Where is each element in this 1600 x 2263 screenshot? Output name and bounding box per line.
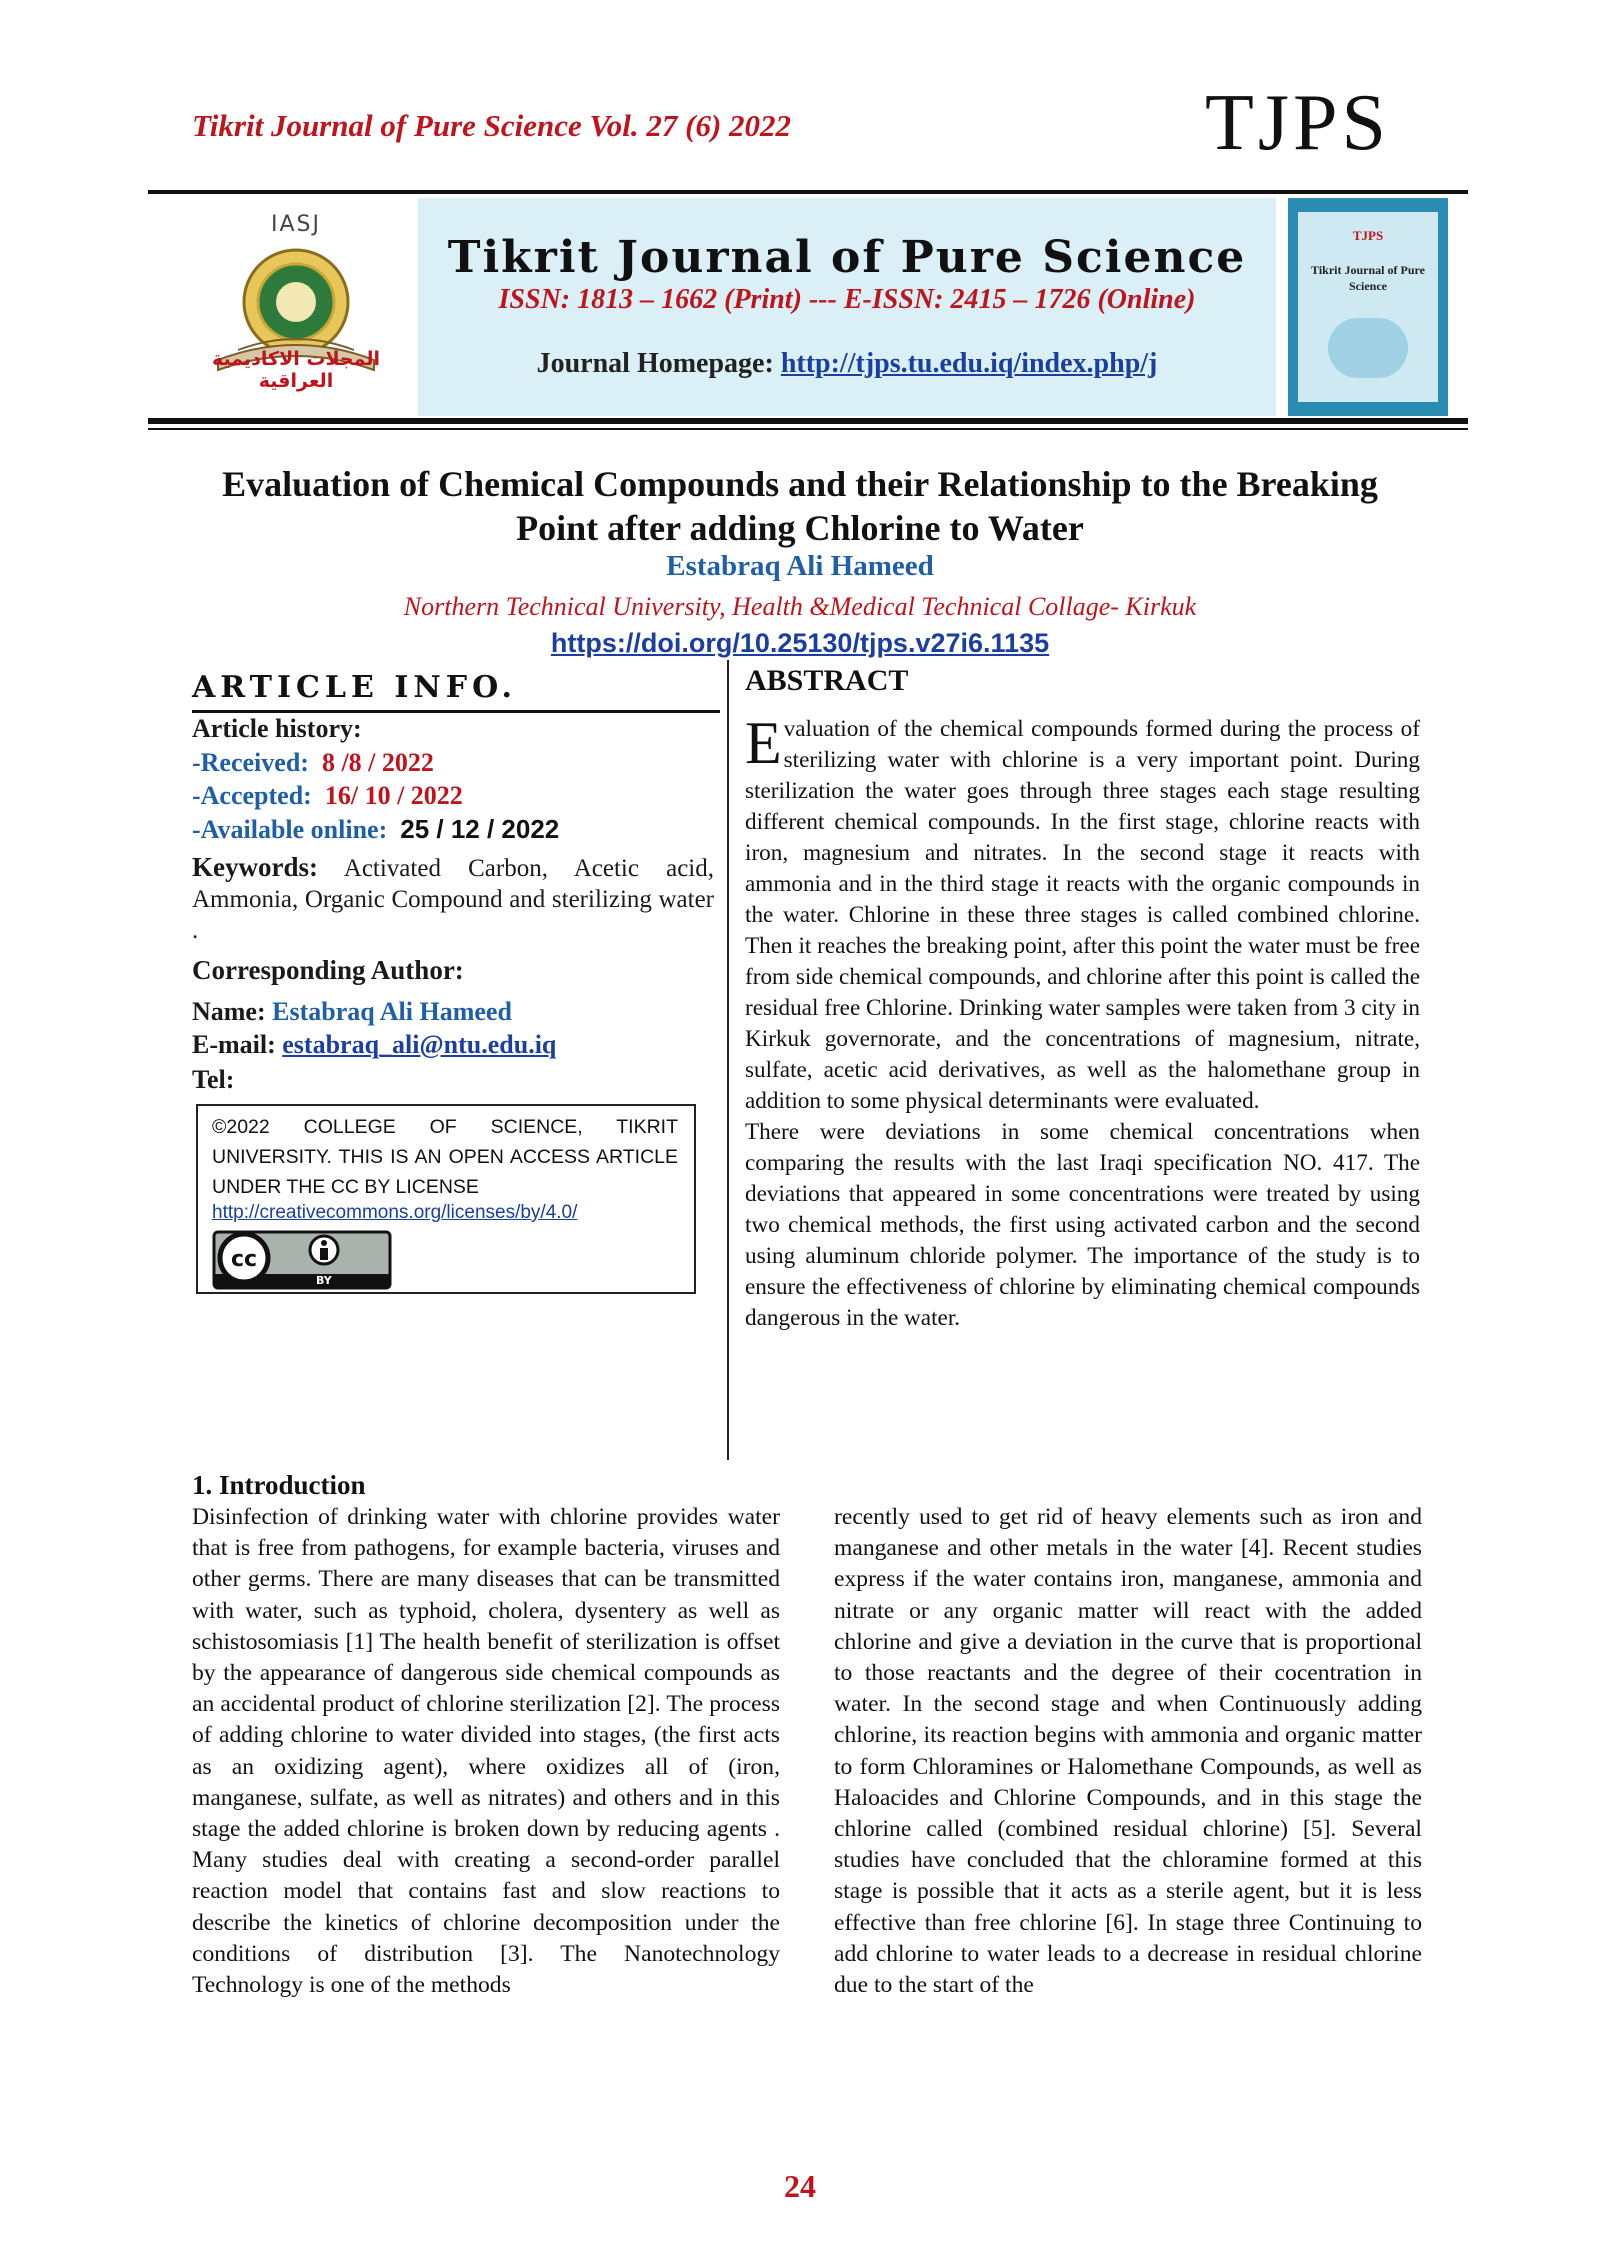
license-text: ©2022 COLLEGE OF SCIENCE, TIKRIT UNIVERSITY. THIS IS AN OPEN ACCESS ARTICLE UNDER THE CC BY LICENSE (212, 1116, 678, 1198)
journal-cover-thumbnail (1288, 198, 1448, 416)
running-title: Tikrit Journal of Pure Science Vol. 27 (6) 2022 (192, 108, 792, 143)
article-history-label: Article history: (192, 714, 362, 743)
email-link[interactable]: estabraq_ali@ntu.edu.iq (282, 1030, 557, 1059)
accepted-date: -Accepted: 16/ 10 / 2022 (192, 781, 463, 810)
keywords: Keywords: Activated Carbon, Acetic acid, Ammonia, Organic Compound and sterilizing water . (192, 852, 714, 944)
iasj-label: IASJ (271, 212, 321, 237)
journal-title: Tikrit Journal of Pure Science (447, 232, 1247, 283)
header-rule-bottom (148, 418, 1468, 424)
cover-label: TJPS (1352, 228, 1384, 243)
iasj-arabic-label: المجلات الاكاديمية العراقية (212, 348, 380, 392)
paper-title (180, 462, 1420, 550)
issn-line: ISSN: 1813 – 1662 (Print) --- E-ISSN: 2415 – 1726 (Online) (498, 284, 1196, 315)
introduction-right-column: recently used to get rid of heavy elements such as iron and manganese and other metals in the water [4]. Recent studies express if the water contains iron, manganese, ammonia and nitrate or any organic matter will react with the added chlorine and give a deviation in the curve that is proportional to those reactants and the degree of their cocentration in water. In the second stage and when Continuously adding chlorine, its reaction begins with ammonia and organic matter to form Chloramines or Halomethane Compounds, as well as Haloacides and Chlorine Compounds, and in this stage the chlorine called (combined residual chlorine) [5]. Several studies have concluded that the chloramine formed at this stage is possible that it acts as a sterile agent, but it is less effective than free chlorine [6]. In stage three Continuing to add chlorine to water leads to a decrease in residual chlorine due to the start of the (834, 1504, 1422, 1999)
introduction-left-column: Disinfection of drinking water with chlorine provides water that is free from pathogens, for example bacteria, viruses and other germs. There are many diseases that can be transmitted with water, such as typhoid, cholera, dysentery as well as schistosomiasis [1] The health benefit of sterilization is offset by the appearance of dangerous side chemical compounds as an accidental product of chlorine sterilization [2]. The process of adding chlorine to water divided into stages, (the first acts as an oxidizing agent), where oxidizes all of (iron, manganese, sulfate, as well as nitrates) and others and in this stage the added chlorine is broken down by reducing agents . Many studies deal with creating a second-order parallel reaction model that contains fast and slow reactions to describe the kinetics of chlorine decomposition under the conditions of distribution [3]. The Nanotechnology Technology is one of the methods (192, 1504, 780, 1999)
homepage-label: Journal Homepage: (536, 348, 781, 379)
column-divider (727, 660, 729, 1460)
paper-title-line-1: Evaluation of Chemical Compounds and their Relationship to the Breaking (222, 464, 1378, 504)
corresponding-name: Name: Estabraq Ali Hameed (192, 997, 512, 1026)
abstract-paragraph-2: There were deviations in some chemical concentrations when comparing the results with the last Iraqi specification NO. 417. The deviations that appeared in some concentrations were treated by using two chemical methods, the first using activated carbon and the second using aluminum chloride polymer. The importance of the study is to ensure the effectiveness of chlorine by eliminating chemical compounds dangerous in the water. (745, 1119, 1420, 1331)
corresponding-email: E-mail: estabraq_ali@ntu.edu.iq (192, 1030, 557, 1059)
received-date: -Received: 8 /8 / 2022 (192, 748, 434, 777)
article-info-heading: ARTICLE INFO. (192, 670, 517, 705)
cc-by-icon (212, 1230, 392, 1290)
page-number: 24 (784, 2168, 816, 2204)
homepage-line (418, 348, 1276, 380)
author-name: Estabraq Ali Hameed (666, 550, 934, 582)
cc-by-label: BY (316, 1274, 332, 1287)
abstract-heading: ABSTRACT (745, 664, 909, 697)
cover-title: Tikrit Journal of Pure Science (1311, 263, 1425, 293)
journal-mark: TJPS (1205, 79, 1390, 167)
available-online-date: -Available online: 25 / 12 / 2022 (192, 814, 560, 844)
paper-title-line-2: Point after adding Chlorine to Water (516, 508, 1084, 548)
license-link[interactable]: http://creativecommons.org/licenses/by/4.0/ (212, 1202, 578, 1223)
svg-text:cc: cc (230, 1247, 258, 1272)
header-rule-top (148, 190, 1468, 194)
abstract-dropcap: E (745, 710, 782, 776)
introduction-heading: 1. Introduction (192, 1470, 366, 1500)
corresponding-tel: Tel: (192, 1065, 235, 1094)
abstract-paragraph-1: Evaluation of the chemical compounds formed during the process of sterilizing water with chlorine is a very important point. During sterilization the water goes through three stages each stage resulting different chemical compounds. In the first stage, chlorine reacts with iron, magnesium and nitrates. In the second stage it reacts with ammonia and in the third stage it reacts with the organic compounds in the water. Chlorine in these three stages is called combined chlorine. Then it reaches the breaking point, after this point the water must be free from side chemical compounds, and chlorine after this point is called the residual free Chlorine. Drinking water samples were taken from 3 city in Kirkuk governorate, and the concentrations of magnesium, nitrate, sulfate, acetic acid derivatives, as well as the halomethane group in addition to some physical determinants were evaluated. (745, 710, 1420, 1114)
cc-by-badge[interactable] (212, 1230, 392, 1290)
corresponding-author-label: Corresponding Author: (192, 955, 464, 985)
article-info-rule (192, 710, 720, 713)
header-rule-bottom-thin (148, 428, 1468, 430)
affiliation: Northern Technical University, Health &Medical Technical Collage- Kirkuk (403, 592, 1197, 621)
abstract-body (745, 710, 1420, 1334)
doi-link[interactable]: https://doi.org/10.25130/tjps.v27i6.1135 (550, 628, 1050, 658)
homepage-link[interactable]: http://tjps.tu.edu.iq/index.php/j (780, 348, 1158, 379)
